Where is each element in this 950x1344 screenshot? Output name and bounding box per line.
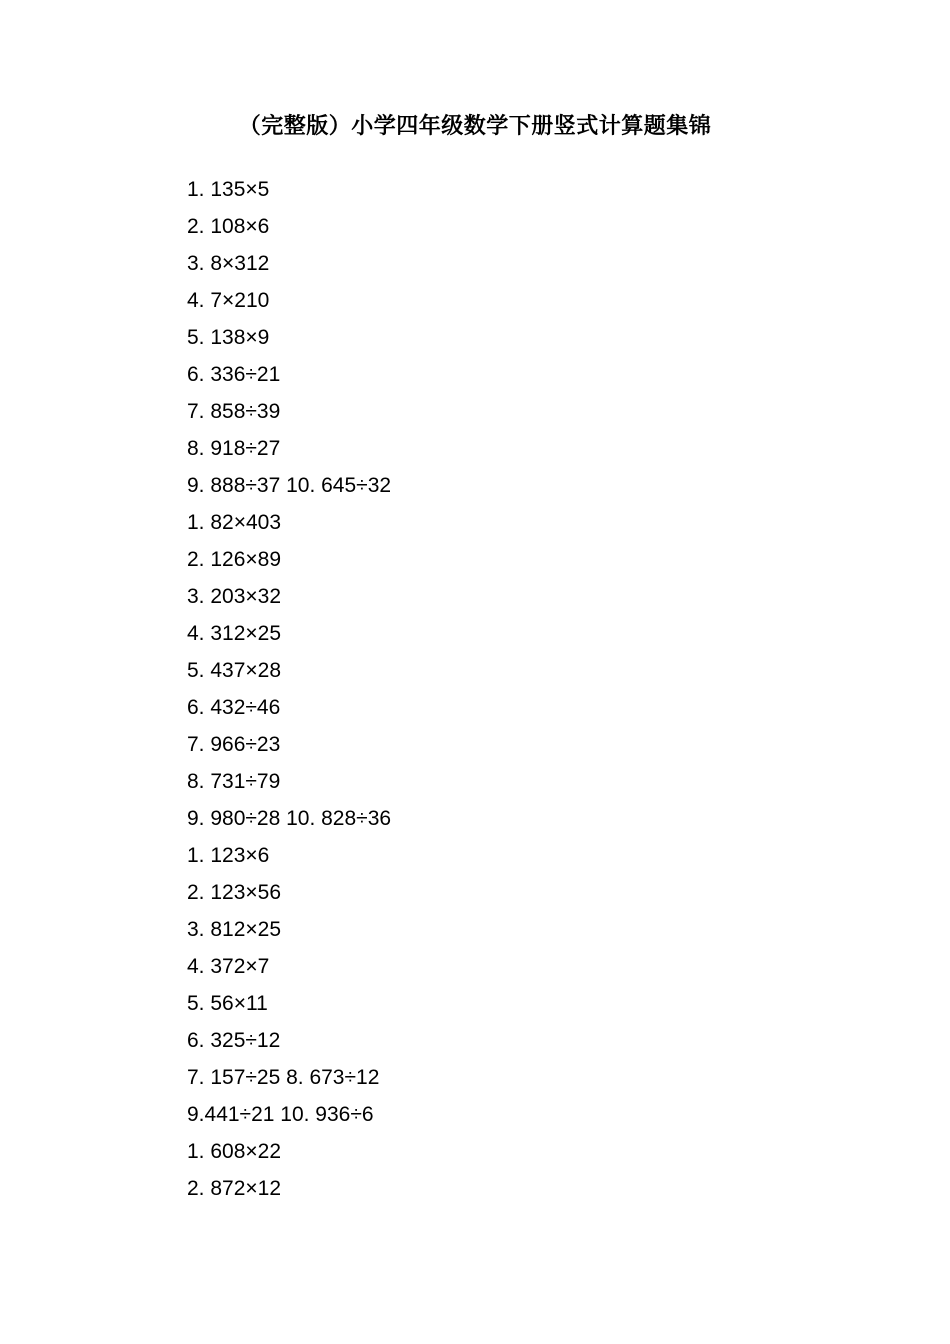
- problem-line-11: 2. 126×89: [187, 548, 282, 571]
- problem-line-10: 1. 82×403: [187, 511, 282, 534]
- problem-line-5: 5. 138×9: [187, 326, 270, 349]
- problem-line-23: 5. 56×11: [187, 992, 268, 1015]
- problem-list: [187, 171, 391, 1207]
- problem-line-24: 6. 325÷12: [187, 1029, 281, 1052]
- problem-line-26: 9.441÷21 10. 936÷6: [187, 1103, 374, 1126]
- document-title: （完整版）小学四年级数学下册竖式计算题集锦: [238, 114, 712, 139]
- problem-line-16: 7. 966÷23: [187, 733, 281, 756]
- problem-line-20: 2. 123×56: [187, 881, 282, 904]
- problem-line-22: 4. 372×7: [187, 955, 270, 978]
- problem-line-18: 9. 980÷28 10. 828÷36: [187, 807, 392, 830]
- problem-line-2: 2. 108×6: [187, 215, 270, 238]
- problem-line-25: 7. 157÷25 8. 673÷12: [187, 1066, 380, 1089]
- problem-line-6: 6. 336÷21: [187, 363, 281, 386]
- problem-line-8: 8. 918÷27: [187, 437, 281, 460]
- problem-line-9: 9. 888÷37 10. 645÷32: [187, 474, 392, 497]
- problem-line-7: 7. 858÷39: [187, 400, 281, 423]
- problem-line-15: 6. 432÷46: [187, 696, 281, 719]
- problem-line-14: 5. 437×28: [187, 659, 282, 682]
- problem-line-3: 3. 8×312: [187, 252, 270, 275]
- problem-line-27: 1. 608×22: [187, 1140, 282, 1163]
- problem-line-4: 4. 7×210: [187, 289, 270, 312]
- problem-line-21: 3. 812×25: [187, 918, 282, 941]
- problem-line-13: 4. 312×25: [187, 622, 282, 645]
- problem-line-1: 1. 135×5: [187, 178, 270, 201]
- problem-line-19: 1. 123×6: [187, 844, 270, 867]
- problem-line-28: 2. 872×12: [187, 1177, 282, 1200]
- problem-line-12: 3. 203×32: [187, 585, 282, 608]
- problem-line-17: 8. 731÷79: [187, 770, 281, 793]
